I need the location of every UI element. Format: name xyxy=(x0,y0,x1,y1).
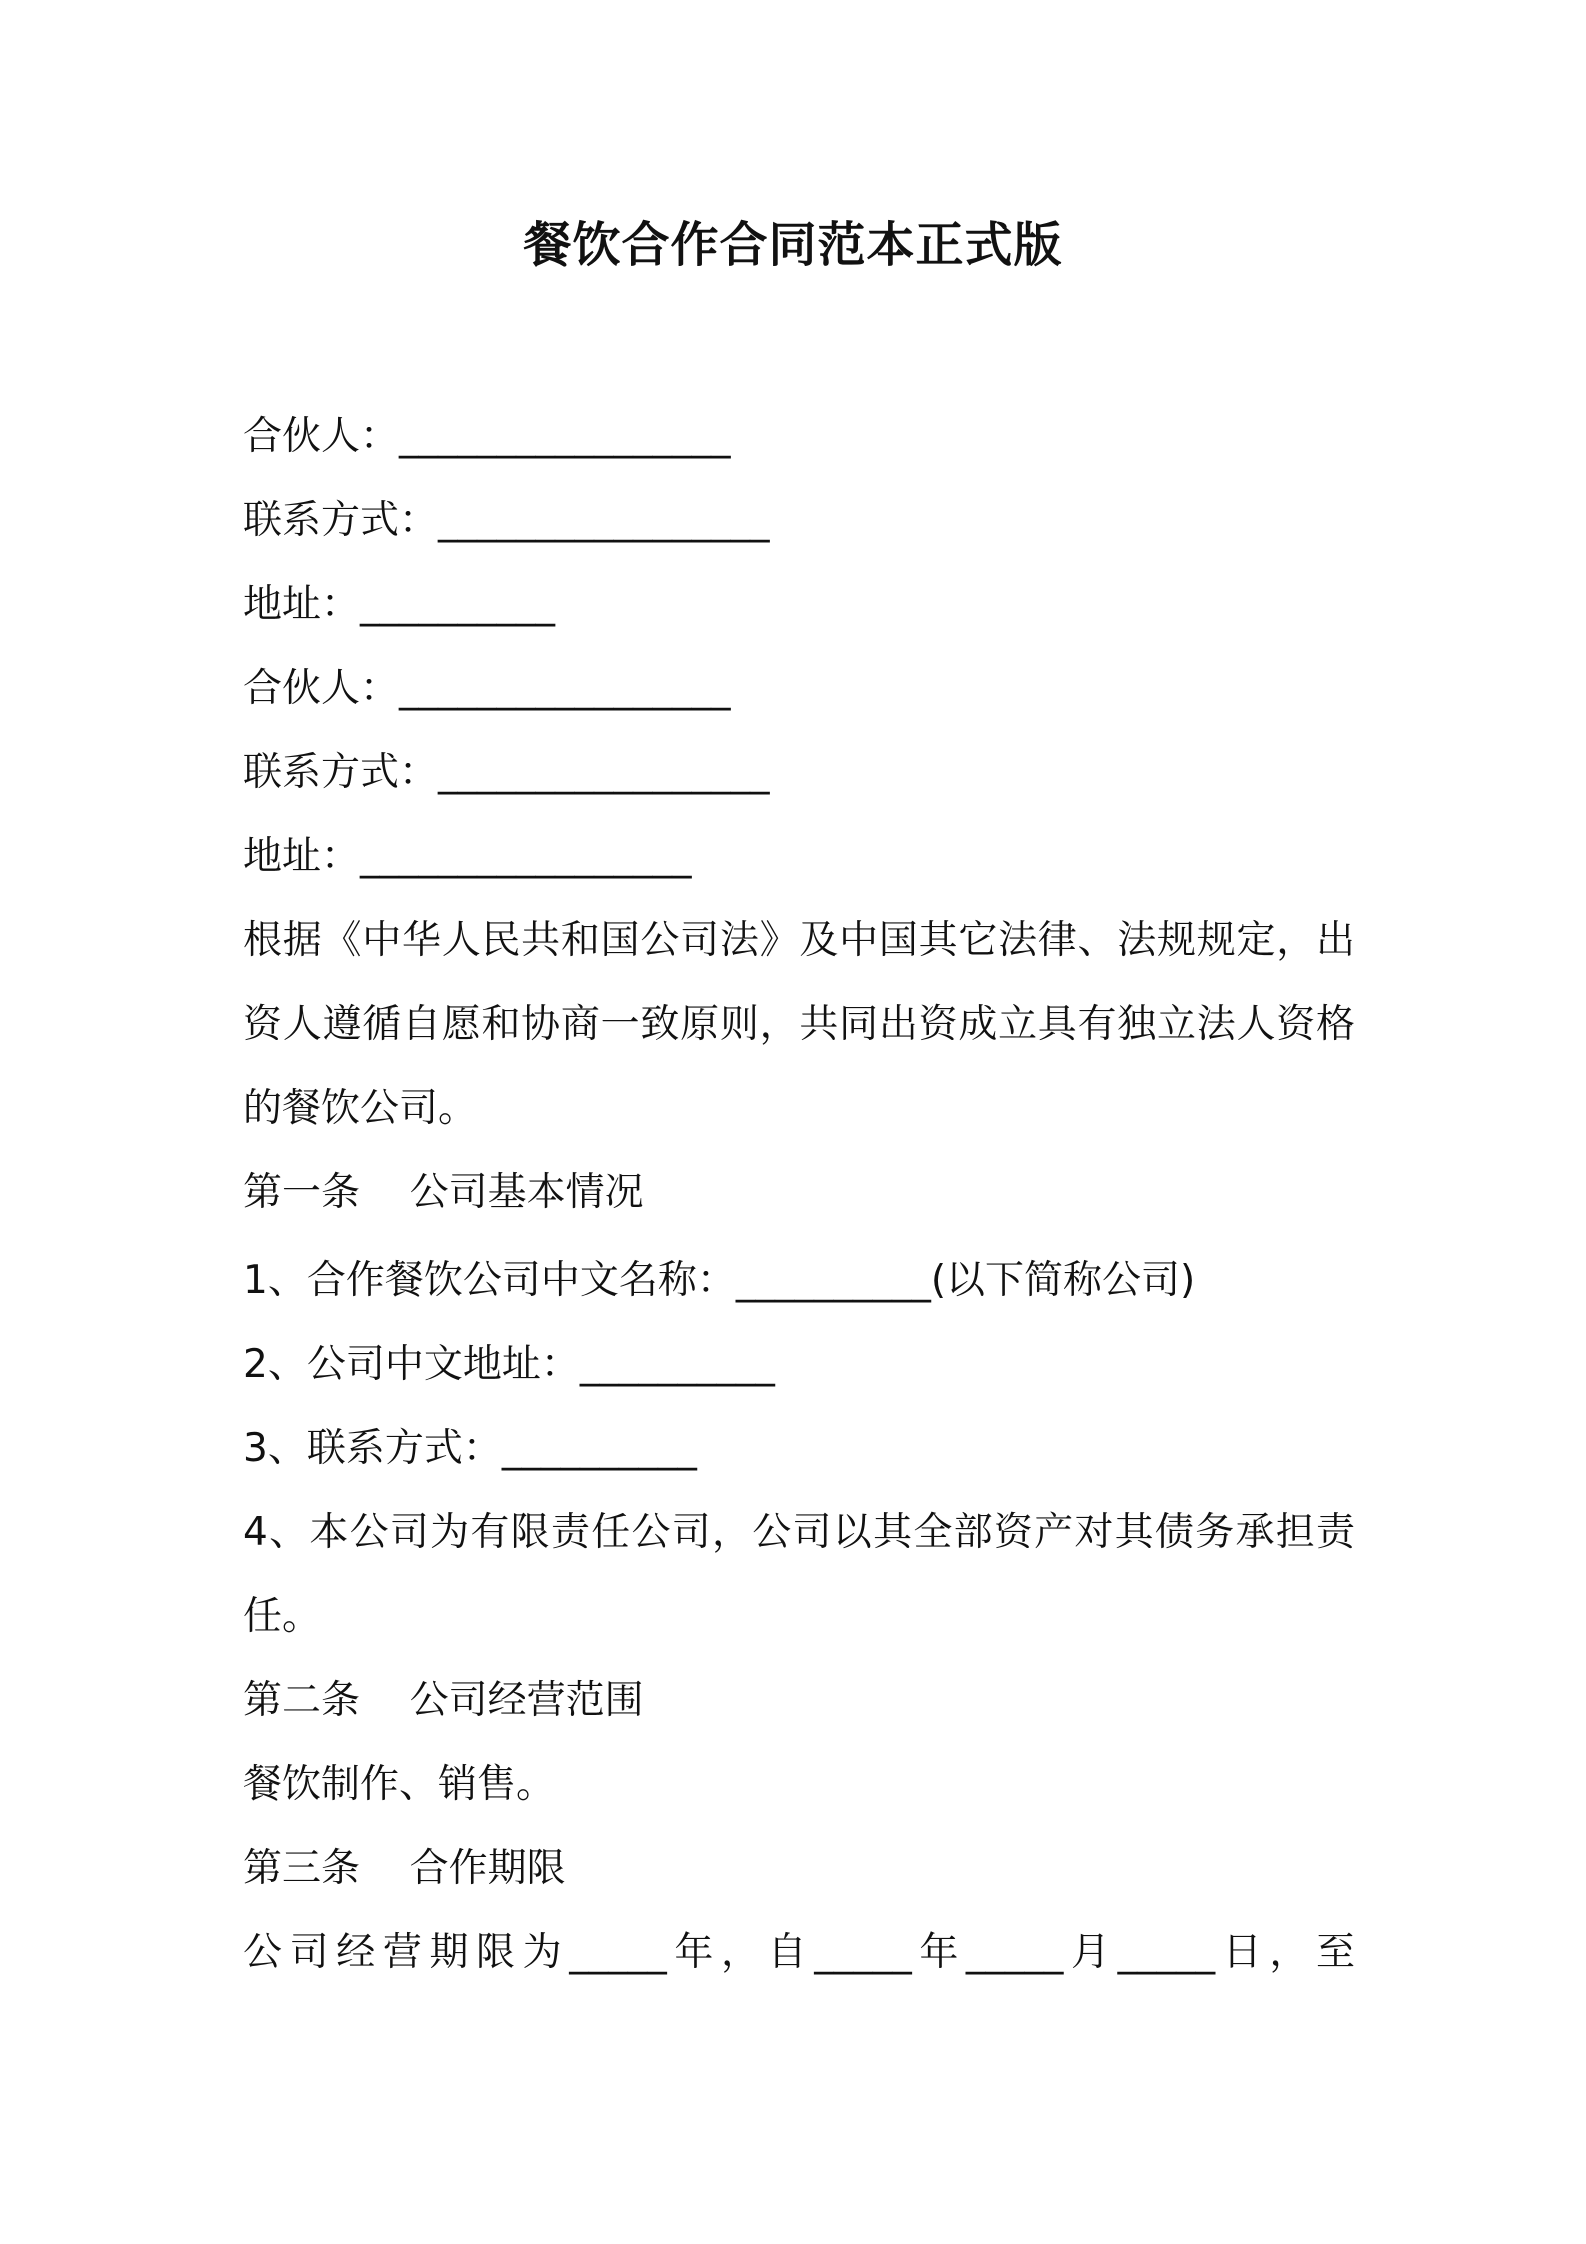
article-3-heading: 第三条 合作期限 xyxy=(243,1846,566,1891)
article-1-item-3: 3、联系方式：__________ xyxy=(243,1426,697,1471)
article-1-heading: 第一条 公司基本情况 xyxy=(243,1170,644,1215)
preamble-line-1: 根据《中华人民共和国公司法》及中国其它法律、法规规定，出 xyxy=(243,918,1355,963)
article-1-item-4-line-2: 任。 xyxy=(243,1594,322,1639)
article-2-heading: 第二条 公司经营范围 xyxy=(243,1678,644,1723)
partner-2-address-line: 地址：_________________ xyxy=(243,834,692,879)
partner-2-contact-line: 联系方式：_________________ xyxy=(243,750,770,795)
article-1-item-4-line-1: 4、本公司为有限责任公司，公司以其全部资产对其债务承担责 xyxy=(243,1510,1355,1555)
partner-1-name-line: 合伙人：_________________ xyxy=(243,414,731,459)
partner-1-address-line: 地址：__________ xyxy=(243,582,556,627)
article-1-item-2: 2、公司中文地址：__________ xyxy=(243,1342,775,1387)
document-title: 餐饮合作合同范本正式版 xyxy=(523,217,1063,273)
partner-1-contact-line: 联系方式：_________________ xyxy=(243,498,770,543)
article-1-item-1: 1、合作餐饮公司中文名称：__________(以下简称公司) xyxy=(243,1258,1196,1303)
article-2-body: 餐饮制作、销售。 xyxy=(243,1762,556,1807)
partner-2-name-line: 合伙人：_________________ xyxy=(243,666,731,711)
preamble-line-2: 资人遵循自愿和协商一致原则，共同出资成立具有独立法人资格 xyxy=(243,1002,1355,1047)
article-3-body: 公司经营期限为_____年，自_____年_____月_____日，至 xyxy=(243,1930,1355,1975)
preamble-line-3: 的餐饮公司。 xyxy=(243,1086,478,1131)
